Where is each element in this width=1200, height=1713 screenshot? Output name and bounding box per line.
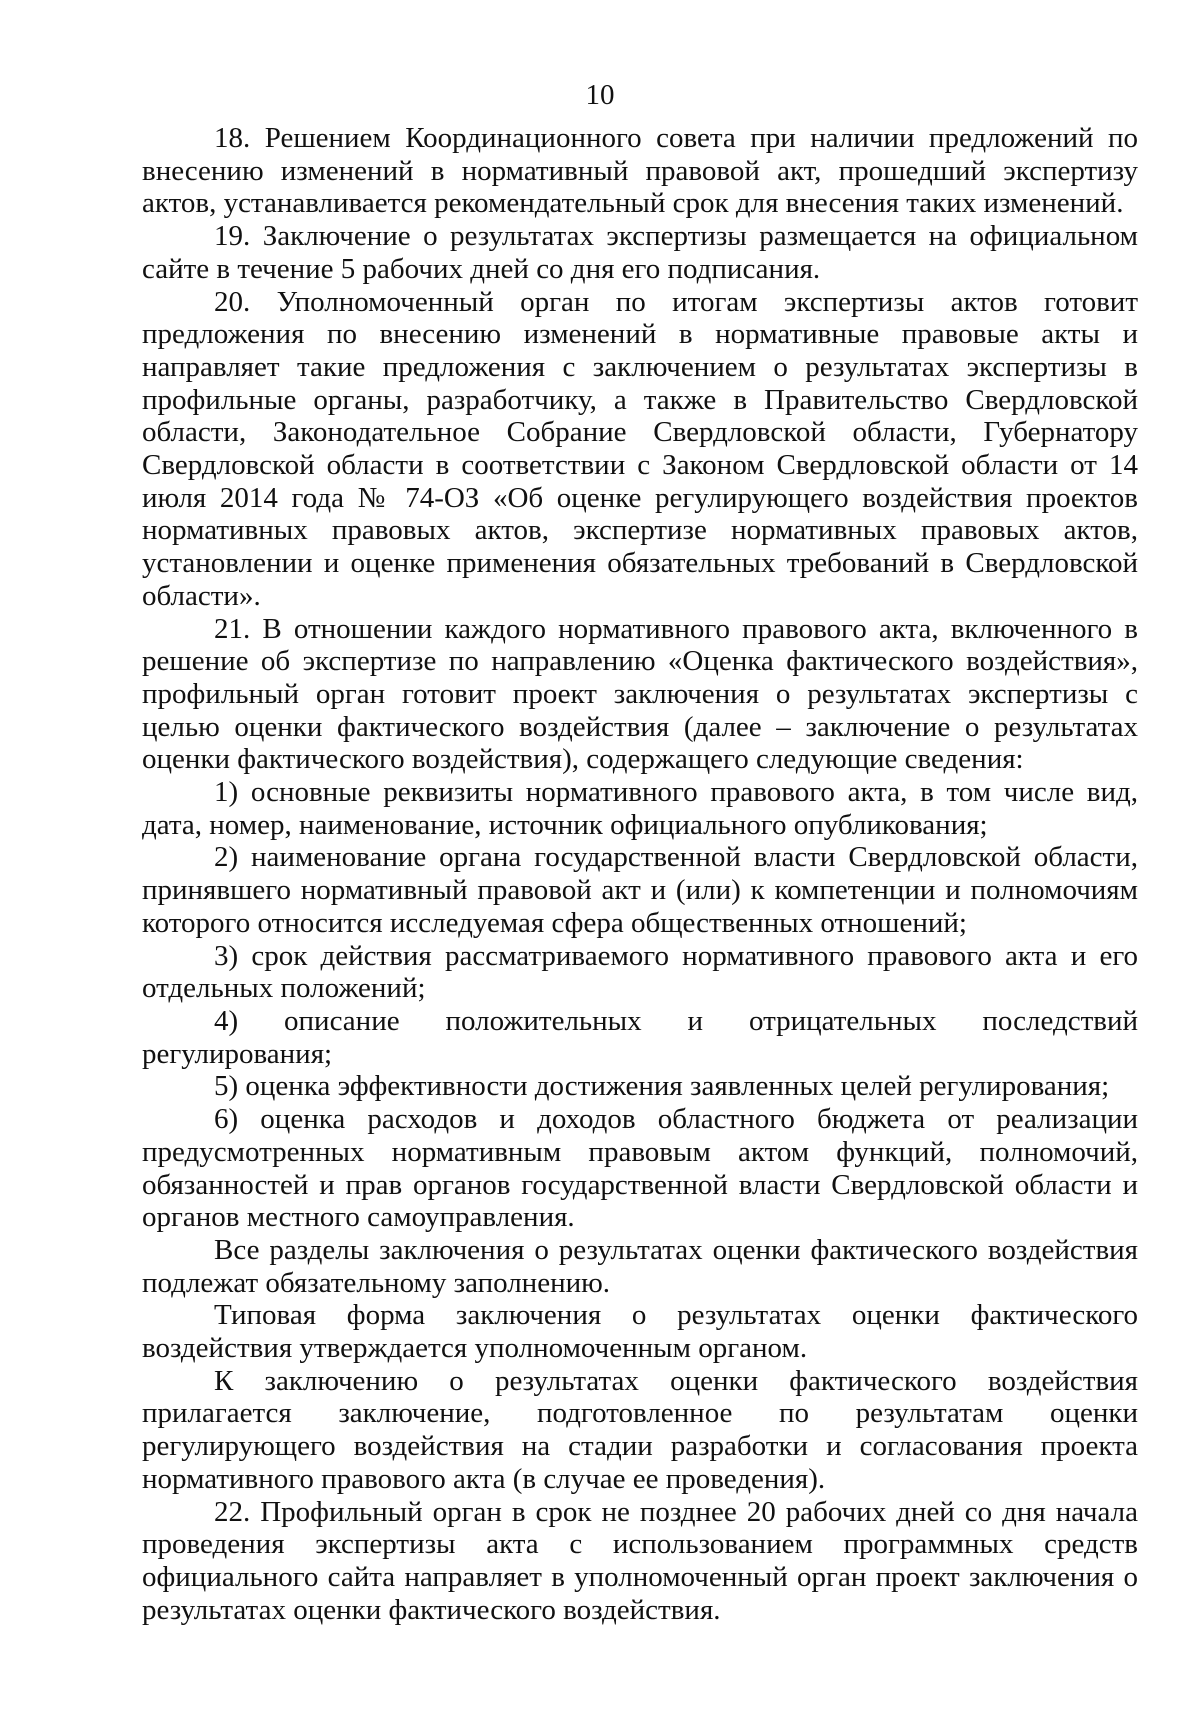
paragraph-21: 21. В отношении каждого нормативного правового акта, включенного в решение об экспертизе по направлению «Оценка фактического воздействия», профильный орган готовит проект заключения о результатах экспертизы с целью оценки фактического воздействия (далее – заключение о результатах оценки фактического воздействия), содержащего следующие сведения:: [142, 612, 1138, 776]
document-body: [142, 122, 1138, 1626]
list-item-6: 6) оценка расходов и доходов областного бюджета от реализации предусмотренных нормативным правовым актом функций, полномочий, обязанностей и прав органов государственной власти Свердловской области и органов местного самоуправления.: [142, 1103, 1138, 1234]
paragraph-attachment: К заключению о результатах оценки фактического воздействия прилагается заключение, подготовленное по результатам оценки регулирующего воздействия на стадии разработки и согласования проекта нормативного правового акта (в случае ее проведения).: [142, 1364, 1138, 1495]
list-item-1: 1) основные реквизиты нормативного правового акта, в том числе вид, дата, номер, наименование, источник официального опубликования;: [142, 776, 1138, 841]
list-item-4: 4) описание положительных и отрицательных последствий регулирования;: [142, 1004, 1138, 1070]
paragraph-20: 20. Уполномоченный орган по итогам экспертизы актов готовит предложения по внесению изменений в нормативные правовые акты и направляет такие предложения с заключением о результатах экспертизы в профильные органы, разработчику, а также в Правительство Свердловской области, Законодательное Собрание Свердловской области, Губернатору Свердловской области в соответствии с Законом Свердловской области от 14 июля 2014 года № 74-ОЗ «Об оценке регулирующего воздействия проектов нормативных правовых актов, экспертизе нормативных правовых актов, установлении и оценке применения обязательных требований в Свердловской области».: [142, 285, 1138, 612]
paragraph-18: 18. Решением Координационного совета при наличии предложений по внесению изменений в нормативный правовой акт, прошедший экспертизу актов, устанавливается рекомендательный срок для внесения таких изменений.: [142, 122, 1138, 220]
list-item-5: 5) оценка эффективности достижения заявленных целей регулирования;: [214, 1070, 1110, 1103]
list-item-2: 2) наименование органа государственной власти Свердловской области, принявшего нормативный правовой акт и (или) к компетенции и полномочиям которого относится исследуемая сфера общественных отношений;: [142, 841, 1138, 939]
paragraph-all-sections: Все разделы заключения о результатах оценки фактического воздействия подлежат обязательному заполнению.: [142, 1233, 1138, 1299]
paragraph-22: 22. Профильный орган в срок не позднее 20 рабочих дней со дня начала проведения экспертизы акта с использованием программных средств официального сайта направляет в уполномоченный орган проект заключения о результатах оценки фактического воздействия.: [142, 1495, 1138, 1626]
paragraph-19: 19. Заключение о результатах экспертизы размещается на официальном сайте в течение 5 рабочих дней со дня его подписания.: [142, 220, 1138, 285]
list-item-3: 3) срок действия рассматриваемого нормативного правового акта и его отдельных положений;: [142, 939, 1138, 1005]
paragraph-standard-form: Типовая форма заключения о результатах оценки фактического воздействия утверждается уполномоченным органом.: [142, 1299, 1138, 1365]
page-number: 10: [585, 79, 615, 111]
